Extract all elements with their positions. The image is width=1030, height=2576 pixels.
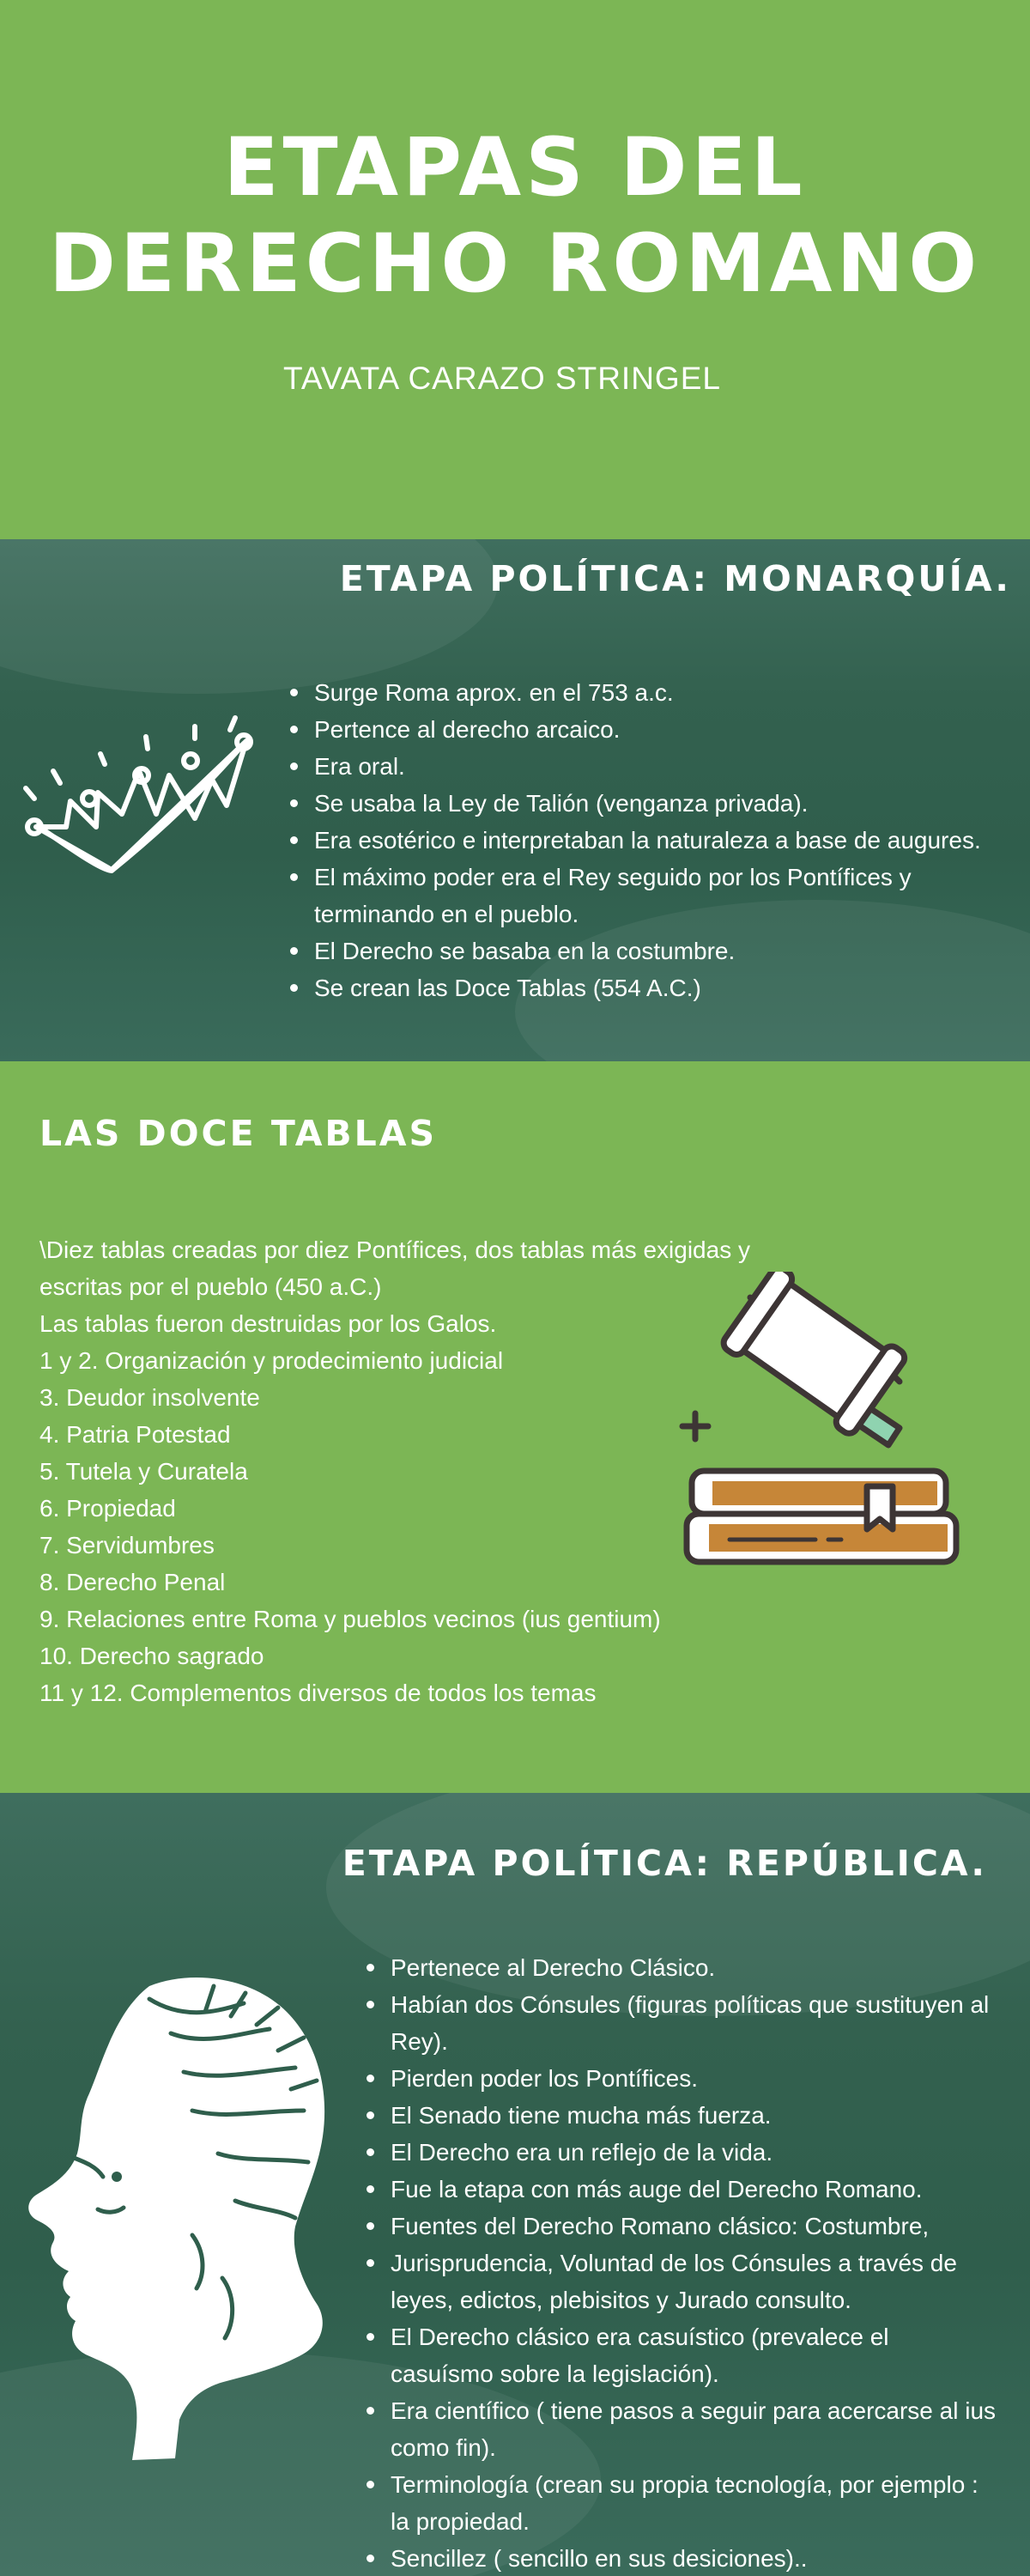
list-item: El Senado tiene mucha más fuerza. [363, 2097, 998, 2134]
list-item: Habían dos Cónsules (figuras políticas que sustituyen al Rey). [363, 1986, 998, 2060]
list-item: Pertenece al Derecho Clásico. [363, 1949, 998, 1986]
tablas-heading: LAS DOCE TABLAS [39, 1113, 438, 1154]
gavel-books-icon [678, 1272, 961, 1598]
tablas-intro: \Diez tablas creadas por diez Pontífices, dos tablas más exigidas y escritas por el pueblo (450 a.C.) [39, 1236, 750, 1300]
roman-head-icon [21, 1952, 347, 2467]
monarquia-section [0, 539, 1030, 1061]
list-item: El Derecho era un reflejo de la vida. [363, 2134, 998, 2171]
list-item: Surge Roma aprox. en el 753 a.c. [287, 674, 1016, 711]
tablas-line: 5. Tutela y Curatela [39, 1458, 248, 1485]
monarquia-heading: ETAPA POLÍTICA: MONARQUÍA. [339, 558, 1011, 599]
tablas-line: 7. Servidumbres [39, 1532, 215, 1558]
tablas-line: 3. Deudor insolvente [39, 1384, 260, 1411]
list-item: Sencillez ( sencillo en sus desiciones).. [363, 2540, 998, 2576]
list-item: Se usaba la Ley de Talión (venganza privada). [287, 785, 1016, 822]
tablas-line: 4. Patria Potestad [39, 1421, 231, 1448]
tablas-line: 8. Derecho Penal [39, 1569, 226, 1595]
list-item: Era científico ( tiene pasos a seguir para acercarse al ius como fin). [363, 2392, 998, 2466]
list-item: Era esotérico e interpretaban la naturaleza a base de augures. [287, 822, 1016, 859]
list-item: Fuentes del Derecho Romano clásico: Costumbre, [363, 2208, 998, 2245]
list-item: Pertence al derecho arcaico. [287, 711, 1016, 748]
crown-icon [19, 677, 268, 900]
republica-heading: ETAPA POLÍTICA: REPÚBLICA. [342, 1843, 987, 1884]
list-item: El máximo poder era el Rey seguido por los Pontífices y terminando en el pueblo. [287, 859, 1016, 933]
list-item: Terminología (crean su propia tecnología, por ejemplo : la propiedad. [363, 2466, 998, 2540]
list-item: El Derecho clásico era casuístico (prevalece el casuísmo sobre la legislación). [363, 2318, 998, 2392]
main-title: ETAPAS DEL DERECHO ROMANO [48, 121, 982, 311]
republica-list [363, 1949, 998, 2576]
doce-tablas-section [0, 1061, 1030, 1793]
tablas-line: 11 y 12. Complementos diversos de todos los temas [39, 1680, 597, 1706]
monarquia-list [287, 674, 1016, 1006]
list-item: Jurisprudencia, Voluntad de los Cónsules a través de leyes, edictos, plebisitos y Jurado consulto. [363, 2245, 998, 2318]
list-item: Era oral. [287, 748, 1016, 785]
author-name: TAVATA CARAZO STRINGEL [283, 361, 721, 396]
list-item: El Derecho se basaba en la costumbre. [287, 933, 1016, 969]
header-section [0, 0, 1030, 539]
list-item: Fue la etapa con más auge del Derecho Romano. [363, 2171, 998, 2208]
tablas-line: Las tablas fueron destruidas por los Galos. [39, 1310, 497, 1337]
republica-section [0, 1793, 1030, 2576]
list-item: Pierden poder los Pontífices. [363, 2060, 998, 2097]
tablas-line: 1 y 2. Organización y prodecimiento judicial [39, 1347, 504, 1374]
tablas-line: 6. Propiedad [39, 1495, 176, 1522]
list-item: Se crean las Doce Tablas (554 A.C.) [287, 969, 1016, 1006]
tablas-line: 9. Relaciones entre Roma y pueblos vecinos (ius gentium) [39, 1606, 661, 1632]
tablas-line: 10. Derecho sagrado [39, 1643, 264, 1669]
